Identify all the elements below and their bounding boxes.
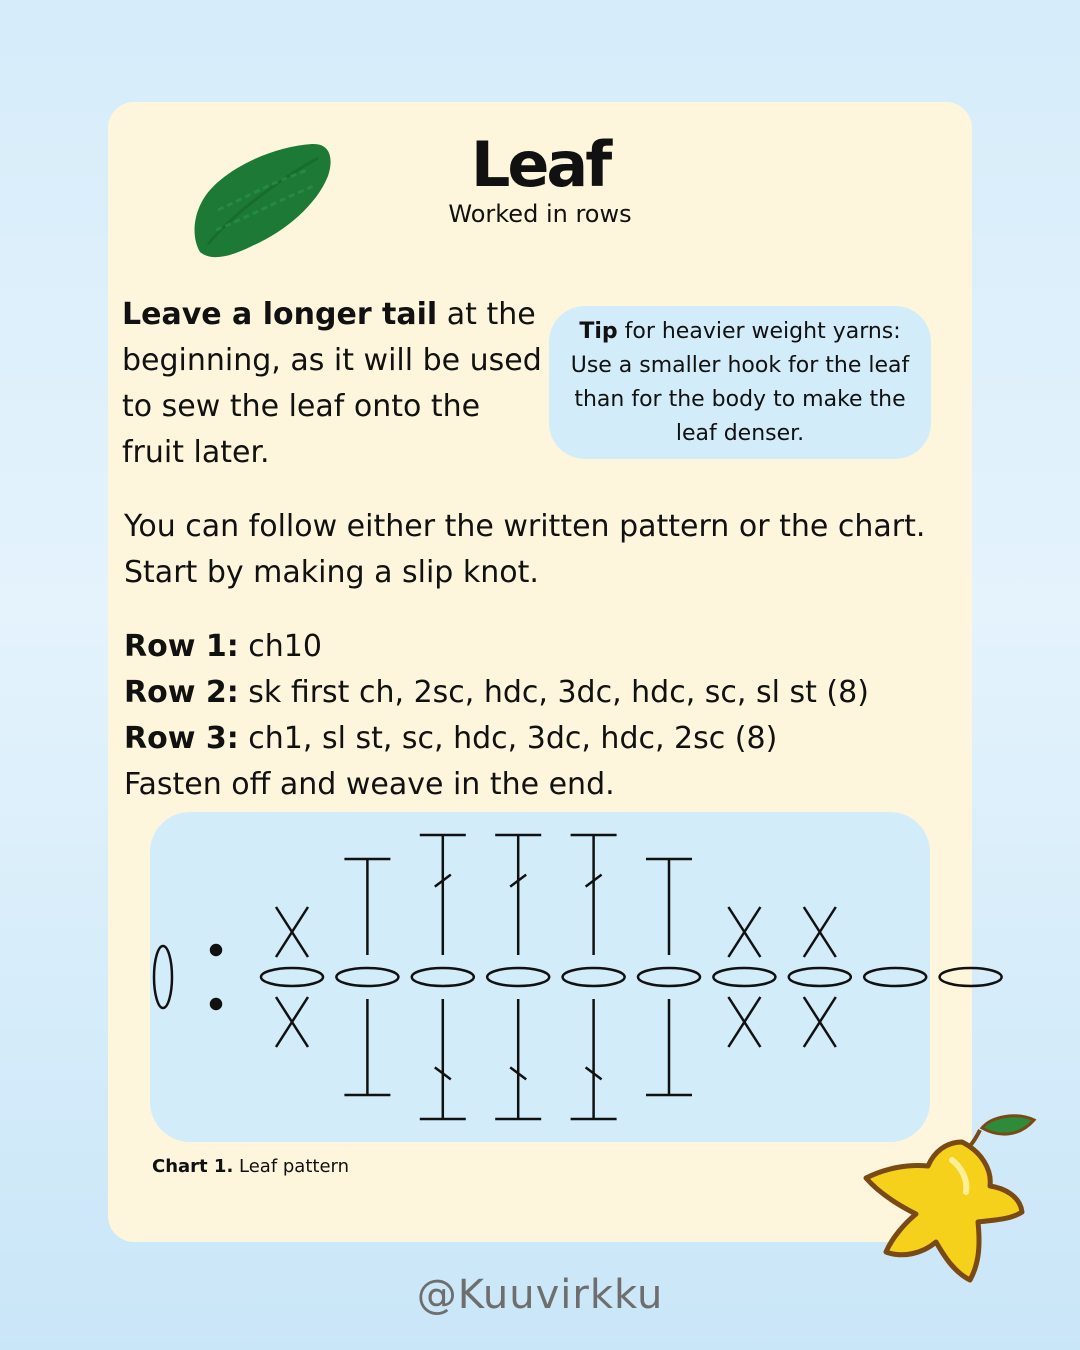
chain-stitch (940, 968, 1002, 986)
tip-bold: Tip (579, 318, 618, 344)
chain-stitch (336, 968, 398, 986)
finish-text: Fasten off and weave in the end. (124, 767, 615, 802)
page-subtitle: Worked in rows (448, 200, 632, 228)
chain-stitch (638, 968, 700, 986)
caption-bold: Chart 1. (152, 1156, 234, 1177)
tip-rest: for heavier weight yarns: Use a smaller hook for the leaf than for the body to make the leaf denser. (570, 318, 910, 446)
chain-stitch (487, 968, 549, 986)
chain-stitch (412, 968, 474, 986)
row-text: sk first ch, 2sc, hdc, 3dc, hdc, sc, sl st (8) (238, 675, 869, 710)
page-title: Leaf (470, 128, 610, 201)
intro-rest: at the beginning, as it will be used to sew the leaf onto the fruit later. (122, 297, 542, 470)
intro-bold: Leave a longer tail (122, 297, 438, 332)
instructions-text: You can follow either the written pattern or the chart. Start by making a slip knot. (124, 509, 926, 590)
row-text: ch1, sl st, sc, hdc, 3dc, hdc, 2sc (8) (238, 721, 778, 756)
row-label: Row 3: (124, 721, 239, 756)
slip-stitch (211, 945, 221, 955)
chart-caption (152, 1156, 349, 1177)
row-text: ch10 (238, 629, 322, 664)
slip-stitch (211, 999, 221, 1009)
chain-stitch (713, 968, 775, 986)
chain-stitch (789, 968, 851, 986)
turning-chain (154, 946, 172, 1008)
author-handle: @Kuuvirkku (416, 1272, 664, 1318)
chain-stitch (261, 968, 323, 986)
chain-stitch (864, 968, 926, 986)
row-label: Row 2: (124, 675, 239, 710)
chain-stitch (563, 968, 625, 986)
caption-rest: Leaf pattern (233, 1156, 350, 1177)
star-fruit-icon (852, 1108, 1042, 1290)
row-label: Row 1: (124, 629, 239, 664)
